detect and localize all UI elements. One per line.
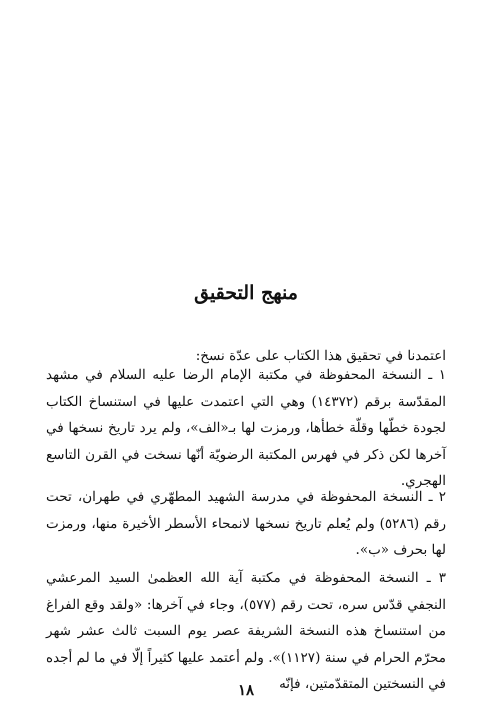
paragraph-3: ٣ ـ النسخة المحفوظة في مكتبة آية الله العظمىٰ السيد المرعشي النجفي قدّس سره، تحت رقم (٥٧٧)، وجاء في آخرها: «ولقد وقع الفراغ من استنساخ هذه النسخة الشريفة عصر يوم السبت ثالث عشر شهر محرّم الحرام في سنة (١١٢٧)». ولم أعتمد عليها كثيراً إلّا في ما لم أجده في النسختين المتقدّمتين، فإنّه [46, 570, 447, 692]
paragraph-2: ٢ ـ النسخة المحفوظة في مدرسة الشهيد المطهّري في طهران، تحت رقم (٥٢٨٦) ولم يُعلم تاريخ نسخها لانمحاء الأسطر الأخيرة منها، ورمزت لها بحرف «ب». [46, 489, 447, 558]
page-number: ١٨ [237, 681, 255, 699]
paragraph-1: ١ ـ النسخة المحفوظة في مكتبة الإمام الرضا عليه السلام في مشهد المقدّسة برقم (١٤٣٧٢) وهي التي اعتمدت عليها في استنساخ الكتاب لجودة خطّها وقلّة خطأها، ورمزت لها بـ«الف»، ولم يرد تاريخ نسخها في آخرها لكن ذكر في فهرس المكتبة الرضويّة أنّها نسخت في القرن التاسع الهجري. [46, 367, 446, 489]
section-heading: منهج التحقيق [194, 282, 298, 304]
intro-line: اعتمدنا في تحقيق هذا الكتاب على عدّة نسخ: [195, 348, 446, 364]
